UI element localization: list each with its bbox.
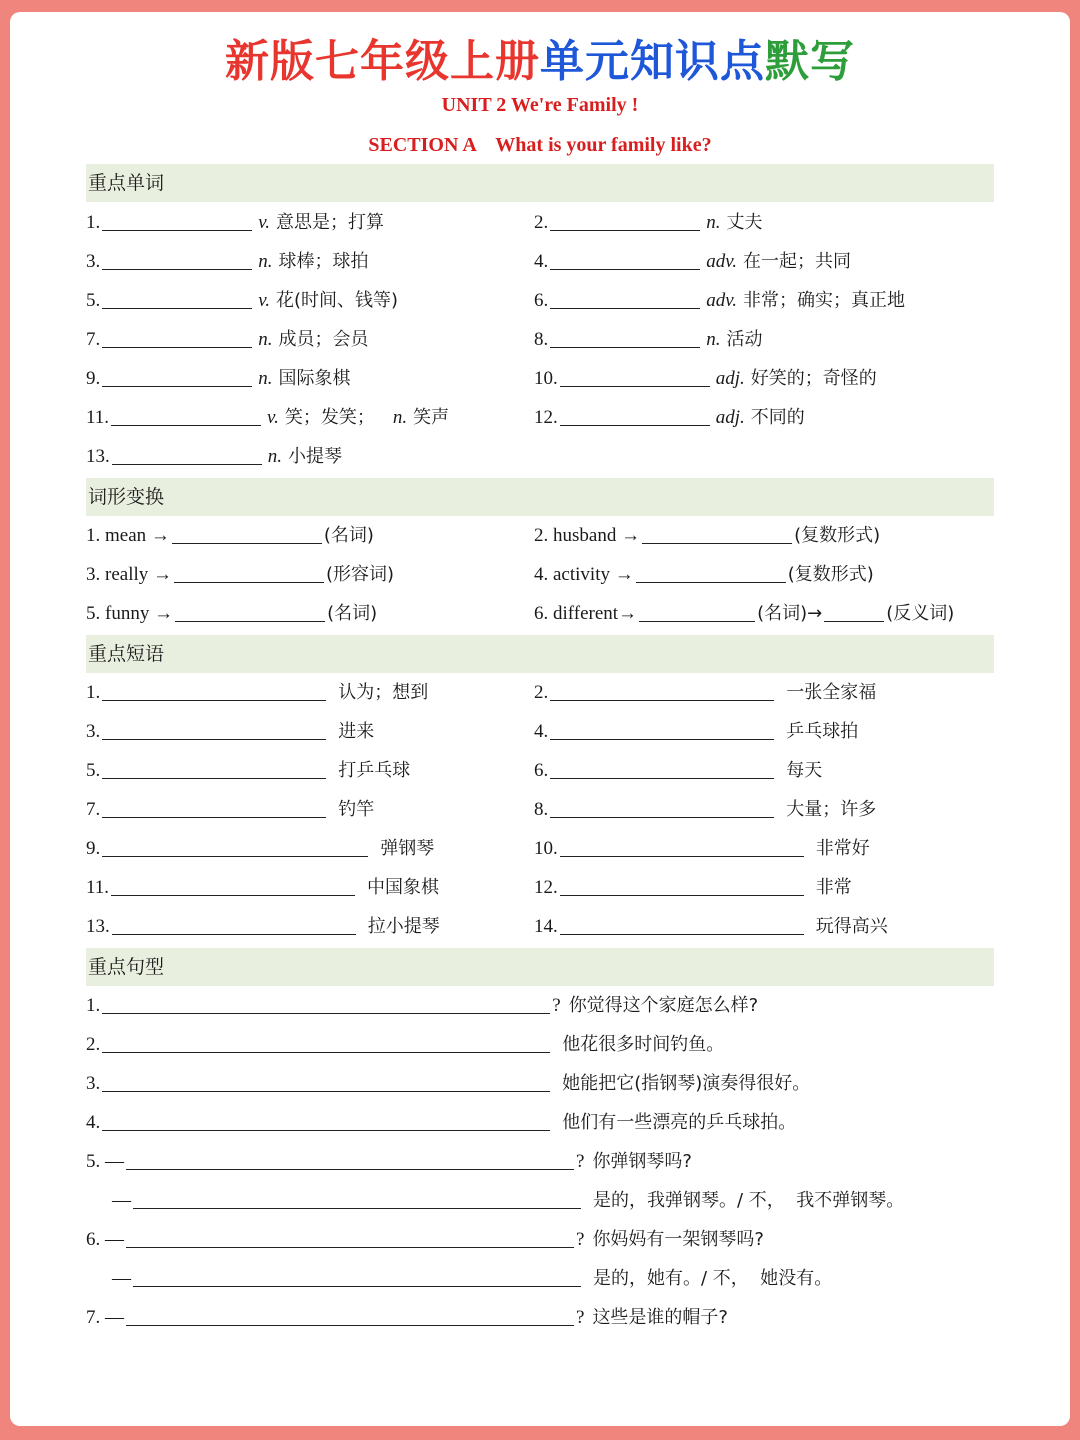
meaning: 打乒乓球	[338, 760, 411, 781]
sentence-translation: 你弹钢琴吗?	[592, 1151, 692, 1172]
answer-blank[interactable]	[550, 208, 700, 231]
answer-blank[interactable]	[174, 560, 324, 583]
part-of-speech: v.	[267, 407, 279, 428]
phrase-item	[86, 873, 439, 903]
item-number: 5. —	[86, 1151, 124, 1172]
meaning: 进来	[338, 721, 375, 742]
answer-blank[interactable]	[126, 1303, 574, 1326]
sentence-translation: 你妈妈有一架钢琴吗?	[592, 1229, 764, 1250]
answer-blank[interactable]	[112, 912, 356, 935]
item-number: 7.	[86, 329, 101, 350]
sentence-end: ?	[576, 1229, 585, 1250]
item-number: 8.	[534, 329, 549, 350]
meaning: 好笑的；奇怪的	[750, 368, 877, 389]
answer-blank[interactable]	[560, 834, 804, 857]
worksheet-page	[10, 12, 1070, 1426]
answer-blank[interactable]	[550, 286, 700, 309]
item-number: 2.	[534, 682, 549, 703]
form-item	[534, 560, 874, 590]
item-number: 5.	[86, 760, 101, 781]
item-number: 3.	[86, 251, 101, 272]
answer-blank[interactable]	[102, 678, 326, 701]
meaning: 成员；会员	[278, 329, 369, 350]
meaning: 小提琴	[288, 446, 342, 467]
base-word: 3. really →	[86, 564, 173, 585]
form-hint: (名词)	[323, 525, 374, 546]
form-item	[86, 599, 377, 629]
meaning: 丈夫	[726, 212, 763, 233]
sentence-end: ?	[576, 1151, 585, 1172]
part-of-speech: n.	[258, 368, 273, 389]
vocab-item	[534, 403, 805, 433]
answer-blank[interactable]	[550, 756, 774, 779]
meaning: 笑声	[413, 407, 450, 428]
meaning: 非常	[815, 877, 852, 898]
part-of-speech: v.	[258, 212, 271, 233]
form-item	[534, 521, 880, 551]
sentence-translation: 是的，她有。/ 不， 她没有。	[593, 1268, 833, 1289]
item-number: 2.	[534, 212, 549, 233]
answer-blank[interactable]	[550, 247, 700, 270]
answer-blank[interactable]	[560, 873, 804, 896]
item-number: 9.	[86, 838, 101, 859]
vocab-item	[86, 247, 369, 277]
meaning: 乒乓球拍	[786, 721, 859, 742]
part-of-speech: n.	[706, 212, 721, 233]
vocab-item	[86, 364, 351, 394]
answer-blank[interactable]	[111, 873, 355, 896]
part-of-speech: n.	[258, 329, 273, 350]
item-number: 7. —	[86, 1307, 124, 1328]
answer-blank[interactable]	[550, 325, 700, 348]
phrase-item	[534, 912, 888, 942]
meaning: 国际象棋	[278, 368, 351, 389]
vocab-item	[86, 208, 384, 238]
item-number: 11.	[86, 407, 110, 428]
sentence-translation: 是的，我弹钢琴。/ 不， 我不弹钢琴。	[593, 1190, 905, 1211]
meaning: 弹钢琴	[380, 838, 435, 859]
item-number: 6. —	[86, 1229, 124, 1250]
item-number: 1.	[86, 682, 101, 703]
title-part-4: 默写	[765, 36, 855, 87]
answer-blank[interactable]	[102, 286, 252, 309]
sentence-translation: 他花很多时间钓鱼。	[562, 1034, 725, 1055]
answer-blank[interactable]	[102, 208, 252, 231]
unit-title: UNIT 2 We're Family !	[441, 94, 639, 116]
phrase-item	[534, 678, 876, 708]
vocab-item	[86, 286, 398, 316]
answer-blank[interactable]	[102, 325, 252, 348]
answer-blank[interactable]	[172, 521, 322, 544]
item-number: 4.	[534, 721, 549, 742]
sentence-item	[86, 1108, 796, 1138]
answer-blank[interactable]	[560, 403, 710, 426]
form-item	[534, 599, 954, 629]
answer-blank[interactable]	[560, 364, 710, 387]
answer-blank[interactable]	[102, 991, 550, 1014]
form-item	[86, 521, 374, 551]
sentence-item	[86, 1147, 692, 1177]
part-of-speech: v.	[258, 290, 271, 311]
form-hint: (名词)	[327, 603, 378, 624]
answer-blank[interactable]	[550, 717, 774, 740]
item-number: 3.	[86, 1073, 101, 1094]
item-number: 6.	[534, 760, 549, 781]
vocab-item	[534, 208, 763, 238]
sentence-translation: 她能把它(指钢琴)演奏得很好。	[562, 1073, 811, 1094]
item-number: 2.	[86, 1034, 101, 1055]
section-header-vocab: 重点单词	[86, 164, 994, 202]
part-of-speech: adv.	[706, 251, 738, 272]
sentence-translation: 这些是谁的帽子?	[592, 1307, 728, 1328]
sentence-item	[112, 1186, 904, 1216]
section-header-phrases: 重点短语	[86, 635, 994, 673]
answer-blank[interactable]	[102, 247, 252, 270]
meaning: 非常；确实；真正地	[743, 290, 906, 311]
phrase-item	[86, 795, 374, 825]
meaning: 花(时间、钱等)	[276, 290, 399, 311]
meaning: 中国象棋	[367, 877, 440, 898]
item-number: 3.	[86, 721, 101, 742]
phrase-item	[86, 756, 410, 786]
section-title: SECTION A What is your family like?	[368, 134, 712, 156]
sentence-end: ?	[552, 995, 561, 1016]
meaning: 活动	[726, 329, 763, 350]
item-number: 11.	[86, 877, 110, 898]
vocab-item	[534, 364, 877, 394]
answer-blank[interactable]	[550, 795, 774, 818]
form-hint: (复数形式)	[794, 525, 881, 546]
section-header-sentences: 重点句型	[86, 948, 994, 986]
sentence-translation: 他们有一些漂亮的乒乓球拍。	[562, 1112, 797, 1133]
answer-blank[interactable]	[824, 599, 884, 622]
part-of-speech: adj.	[715, 407, 745, 428]
phrase-item	[534, 873, 852, 903]
item-number: 8.	[534, 799, 549, 820]
phrase-item	[86, 678, 428, 708]
sentence-item	[86, 1030, 724, 1060]
vocab-item	[86, 325, 369, 355]
form-hint: (复数形式)	[787, 564, 874, 585]
meaning: 在一起；共同	[743, 251, 852, 272]
answer-blank[interactable]	[175, 599, 325, 622]
answer-blank[interactable]	[102, 795, 326, 818]
item-number: 12.	[534, 877, 558, 898]
vocab-item	[534, 286, 905, 316]
answer-blank[interactable]	[102, 1108, 550, 1131]
meaning: 不同的	[750, 407, 805, 428]
form-hint: (名词)→	[757, 603, 823, 624]
part-of-speech: adj.	[715, 368, 745, 389]
meaning: 每天	[786, 760, 823, 781]
answer-blank[interactable]	[126, 1147, 574, 1170]
item-number: —	[112, 1268, 131, 1289]
section-header-forms: 词形变换	[86, 478, 994, 516]
sentence-item	[86, 1069, 810, 1099]
answer-blank[interactable]	[560, 912, 804, 935]
sentence-end: ?	[576, 1307, 585, 1328]
meaning: 拉小提琴	[367, 916, 440, 937]
base-word: 4. activity →	[534, 564, 634, 585]
answer-blank[interactable]	[112, 442, 262, 465]
answer-blank[interactable]	[636, 560, 786, 583]
base-word: 1. mean →	[86, 525, 170, 546]
phrase-item	[86, 912, 440, 942]
answer-blank[interactable]	[102, 756, 326, 779]
answer-blank[interactable]	[133, 1264, 581, 1287]
answer-blank[interactable]	[102, 364, 252, 387]
item-number: 12.	[534, 407, 558, 428]
item-number: 1.	[86, 212, 101, 233]
base-word: 5. funny →	[86, 603, 174, 624]
phrase-item	[534, 717, 858, 747]
answer-blank[interactable]	[133, 1186, 581, 1209]
phrase-item	[534, 795, 876, 825]
item-number: 10.	[534, 368, 558, 389]
form-item	[86, 560, 394, 590]
meaning: 钓竿	[338, 799, 375, 820]
meaning: 玩得高兴	[815, 916, 888, 937]
item-number: 6.	[534, 290, 549, 311]
form-hint: (反义词)	[886, 603, 955, 624]
item-number: 4.	[86, 1112, 101, 1133]
part-of-speech: n.	[706, 329, 721, 350]
sentence-translation: 你觉得这个家庭怎么样?	[568, 995, 759, 1016]
item-number: 9.	[86, 368, 101, 389]
phrase-item	[86, 717, 374, 747]
answer-blank[interactable]	[102, 1030, 550, 1053]
answer-blank[interactable]	[639, 599, 755, 622]
form-hint: (形容词)	[326, 564, 395, 585]
sentence-item	[86, 991, 758, 1021]
phrase-item	[534, 756, 822, 786]
title-part-3: 点	[720, 36, 765, 87]
answer-blank[interactable]	[111, 403, 261, 426]
meaning: 认为；想到	[338, 682, 429, 703]
vocab-item	[534, 247, 851, 277]
page-title	[10, 32, 1070, 92]
item-number: 4.	[534, 251, 549, 272]
meaning: 意思是；打算	[276, 212, 385, 233]
meaning: 球棒；球拍	[278, 251, 369, 272]
vocab-item	[86, 442, 342, 472]
part-of-speech: n.	[267, 446, 282, 467]
sentence-item	[86, 1225, 764, 1255]
answer-blank[interactable]	[550, 678, 774, 701]
answer-blank[interactable]	[102, 1069, 550, 1092]
meaning: 大量；许多	[786, 799, 877, 820]
vocab-item	[534, 325, 763, 355]
meaning: 笑；发笑；	[284, 407, 375, 428]
base-word: 2. husband →	[534, 525, 641, 546]
item-number: 7.	[86, 799, 101, 820]
meaning: 一张全家福	[786, 682, 877, 703]
item-number: —	[112, 1190, 131, 1211]
item-number: 13.	[86, 446, 110, 467]
answer-blank[interactable]	[126, 1225, 574, 1248]
part-of-speech: n.	[392, 407, 408, 428]
answer-blank[interactable]	[102, 834, 368, 857]
meaning: 非常好	[815, 838, 870, 859]
sentence-item	[112, 1264, 832, 1294]
base-word: 6. different→	[534, 603, 638, 624]
sentence-item	[86, 1303, 728, 1333]
vocab-item	[86, 403, 449, 433]
item-number: 14.	[534, 916, 558, 937]
phrase-item	[534, 834, 870, 864]
item-number: 5.	[86, 290, 101, 311]
answer-blank[interactable]	[642, 521, 792, 544]
part-of-speech: adv.	[706, 290, 738, 311]
title-part-2: 单元知识	[540, 36, 720, 87]
item-number: 10.	[534, 838, 558, 859]
item-number: 13.	[86, 916, 110, 937]
part-of-speech: n.	[258, 251, 273, 272]
phrase-item	[86, 834, 434, 864]
answer-blank[interactable]	[102, 717, 326, 740]
title-part-1: 新版七年级上册	[225, 36, 540, 87]
item-number: 1.	[86, 995, 101, 1016]
